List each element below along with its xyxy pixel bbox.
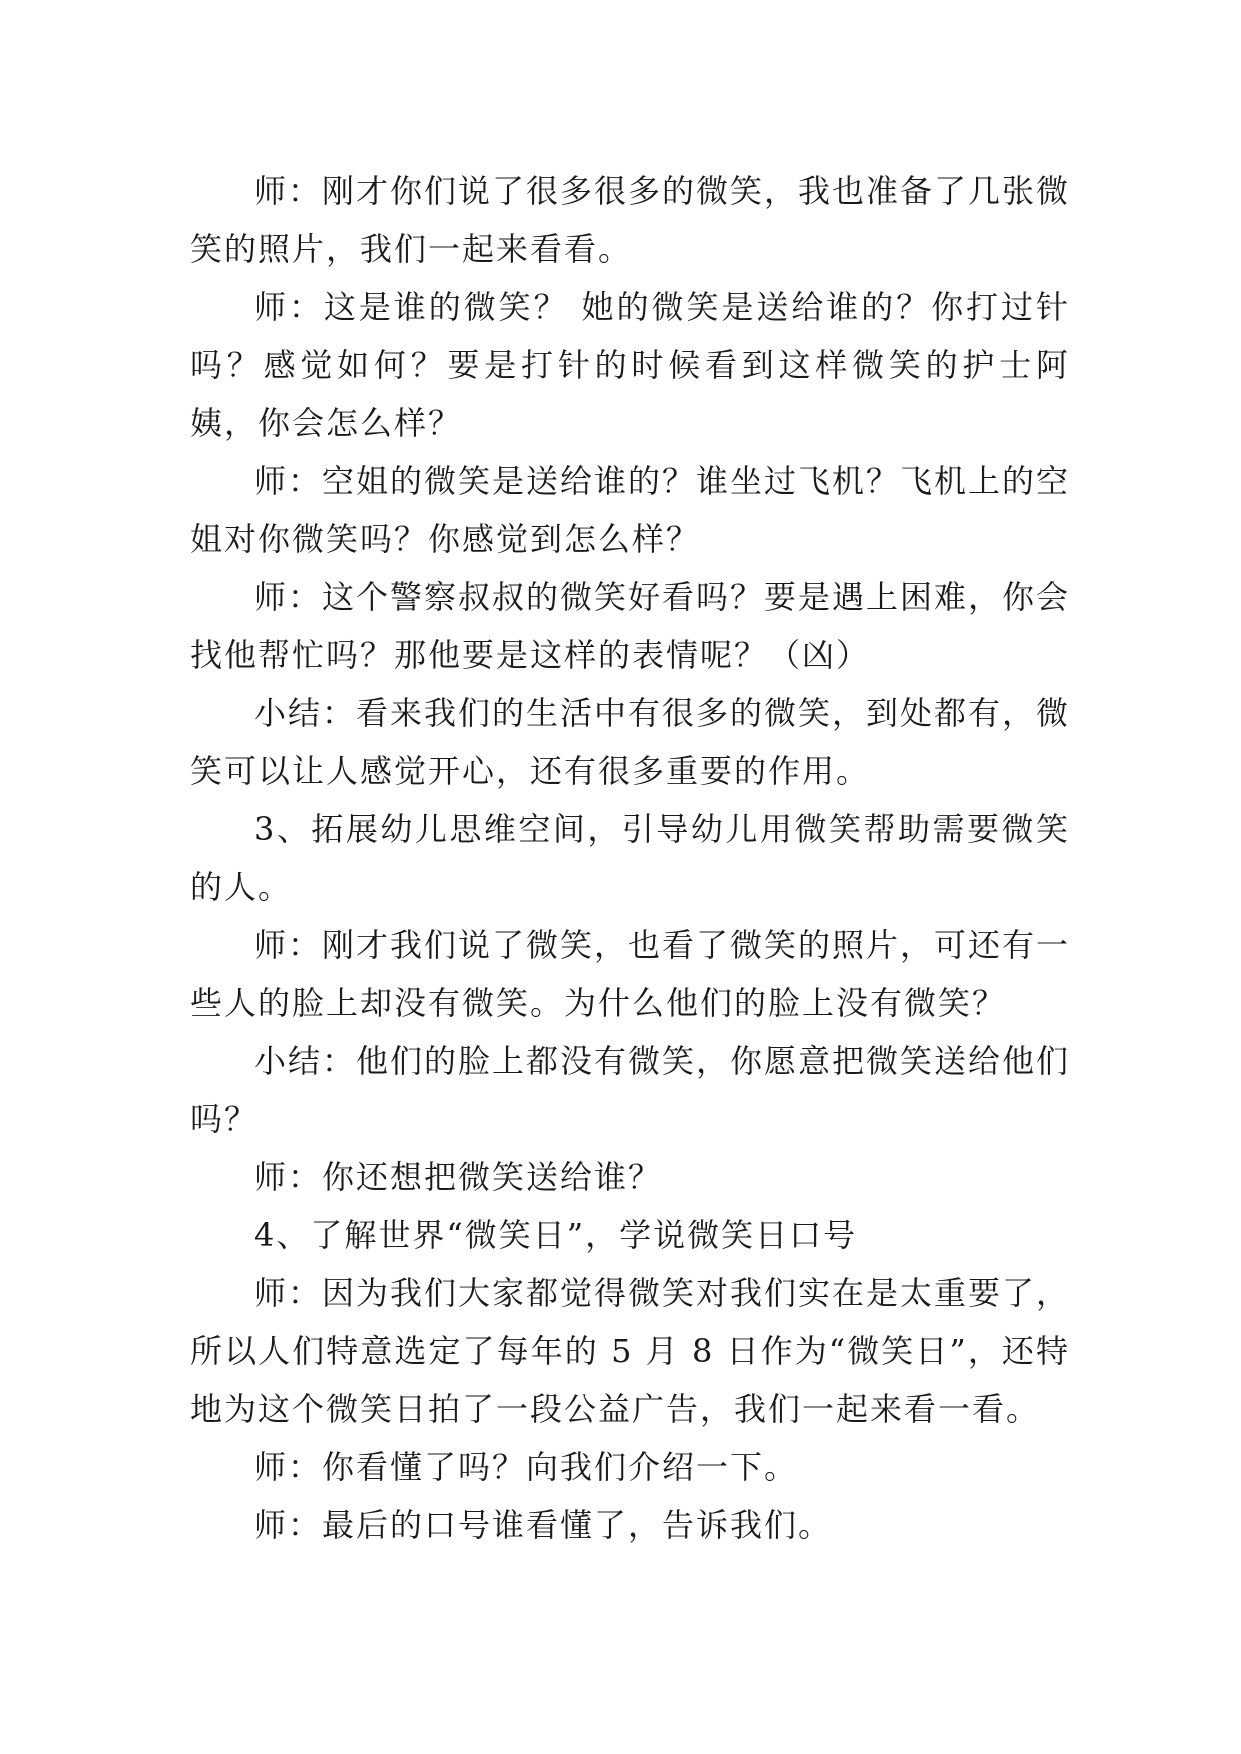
paragraph-9: 师：你还想把微笑送给谁？ [254, 1158, 663, 1196]
paragraph-2: 师：这是谁的微笑？ 她的微笑是送给谁的？你打过针吗？感觉如何？要是打针的时候看到这样微笑的护士阿姨，你会怎么样？ [190, 288, 1070, 442]
paragraph-11: 师：因为我们大家都觉得微笑对我们实在是太重要了，所以人们特意选定了每年的 5 月 8 日作为“微笑日”，还特地为这个微笑日拍了一段公益广告，我们一起来看一看。 [190, 1274, 1071, 1428]
paragraph-5: 小结：看来我们的生活中有很多的微笑，到处都有，微笑可以让人感觉开心，还有很多重要的作用。 [190, 694, 1071, 790]
document-body [190, 162, 1070, 1554]
paragraph-8: 小结：他们的脸上都没有微笑，你愿意把微笑送给他们吗？ [190, 1042, 1071, 1138]
paragraph-4: 师：这个警察叔叔的微笑好看吗？要是遇上困难，你会找他帮忙吗？那他要是这样的表情呢？（凶） [190, 578, 1071, 674]
paragraph-1: 师：刚才你们说了很多很多的微笑，我也准备了几张微笑的照片，我们一起来看看。 [190, 172, 1071, 268]
paragraph-7: 师：刚才我们说了微笑，也看了微笑的照片，可还有一些人的脸上却没有微笑。为什么他们的脸上没有微笑？ [190, 926, 1071, 1022]
paragraph-3: 师：空姐的微笑是送给谁的？谁坐过飞机？飞机上的空姐对你微笑吗？你感觉到怎么样？ [190, 462, 1071, 558]
paragraph-12: 师：你看懂了吗？向我们介绍一下。 [254, 1448, 799, 1486]
paragraph-13: 师：最后的口号谁看懂了，告诉我们。 [254, 1506, 833, 1544]
section-heading-3: 3、拓展幼儿思维空间，引导幼儿用微笑帮助需要微笑的人。 [190, 810, 1070, 906]
section-heading-4: 4、了解世界“微笑日”，学说微笑日口号 [254, 1216, 858, 1254]
